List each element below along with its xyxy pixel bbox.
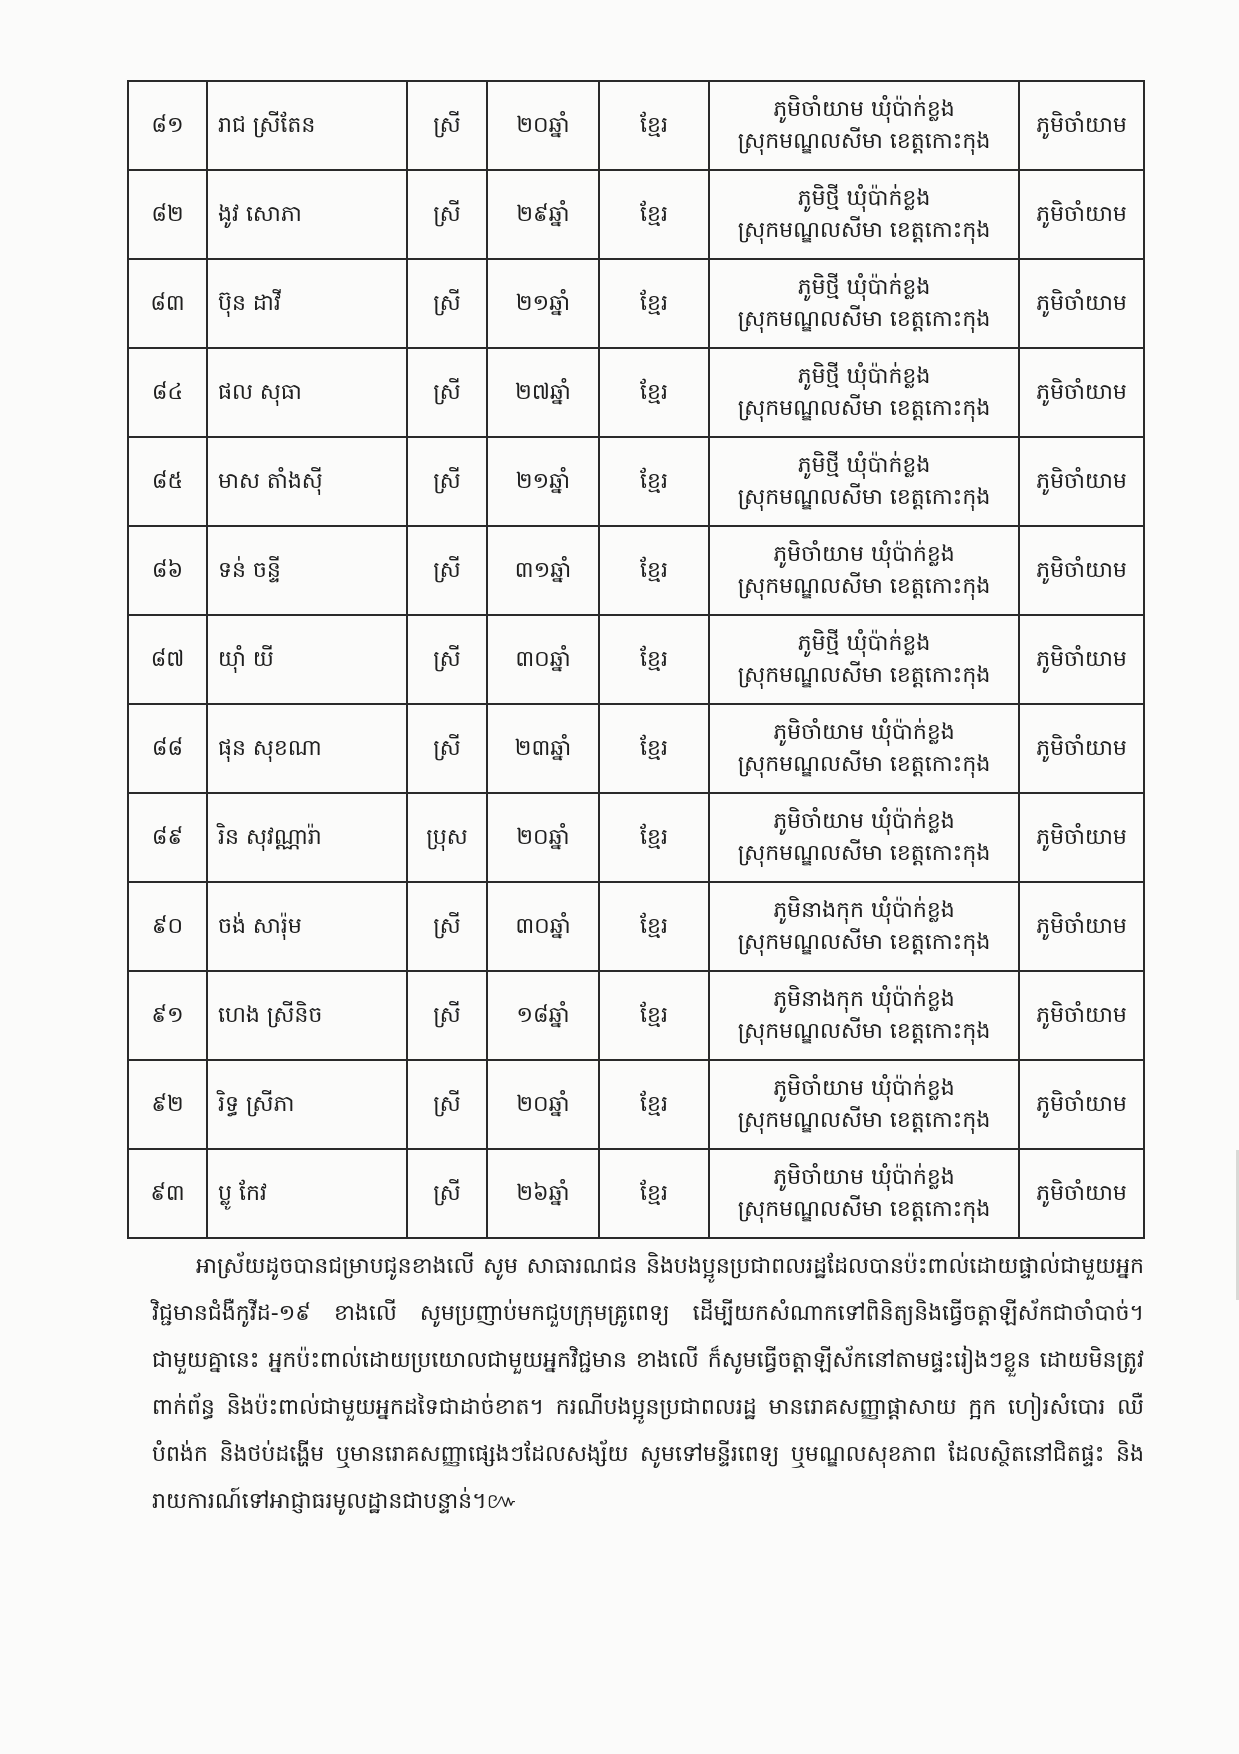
- person-sex-cell: ប្រុស: [407, 793, 487, 882]
- address-line: ស្រុកមណ្ឌលសីមា ខេត្តកោះកុង: [737, 1196, 991, 1222]
- row-number-cell: ៩១: [128, 971, 207, 1060]
- person-age-cell: ២៧ឆ្នាំ: [487, 348, 599, 437]
- village-cell: ភូមិចាំយាម: [1019, 1060, 1144, 1149]
- address-line: ភូមិនាងកុក ឃុំប៉ាក់ខ្លង: [773, 897, 955, 923]
- table-row: [128, 1060, 1144, 1149]
- person-ethnicity-cell: ខ្មែរ: [599, 704, 709, 793]
- roster-body: [128, 81, 1144, 1238]
- address-cell: [709, 259, 1019, 348]
- address-line: ស្រុកមណ្ឌលសីមា ខេត្តកោះកុង: [737, 1107, 991, 1133]
- row-number-cell: ៨១: [128, 81, 207, 170]
- address-line: ស្រុកមណ្ឌលសីមា ខេត្តកោះកុង: [737, 840, 991, 866]
- person-age-cell: ២១ឆ្នាំ: [487, 259, 599, 348]
- address-line: ភូមិនាងកុក ឃុំប៉ាក់ខ្លង: [773, 986, 955, 1012]
- address-line: ភូមិចាំយាម ឃុំប៉ាក់ខ្លង: [773, 719, 955, 745]
- address-cell: [709, 793, 1019, 882]
- village-cell: ភូមិចាំយាម: [1019, 259, 1144, 348]
- person-age-cell: ២០ឆ្នាំ: [487, 793, 599, 882]
- row-number-cell: ៨៥: [128, 437, 207, 526]
- address-line: ស្រុកមណ្ឌលសីមា ខេត្តកោះកុង: [737, 1018, 991, 1044]
- address-line: ស្រុកមណ្ឌលសីមា ខេត្តកោះកុង: [737, 217, 991, 243]
- person-ethnicity-cell: ខ្មែរ: [599, 170, 709, 259]
- table-row: [128, 971, 1144, 1060]
- row-number-cell: ៨៧: [128, 615, 207, 704]
- person-name-cell: ផុន សុខណា: [207, 704, 407, 793]
- person-age-cell: ៣០ឆ្នាំ: [487, 882, 599, 971]
- table-row: [128, 882, 1144, 971]
- person-sex-cell: ស្រី: [407, 170, 487, 259]
- address-cell: [709, 348, 1019, 437]
- person-age-cell: ២០ឆ្នាំ: [487, 81, 599, 170]
- table-row: [128, 437, 1144, 526]
- person-ethnicity-cell: ខ្មែរ: [599, 348, 709, 437]
- person-age-cell: ៣០ឆ្នាំ: [487, 615, 599, 704]
- address-line: ភូមិថ្មី ឃុំប៉ាក់ខ្លង: [797, 185, 931, 211]
- table-row: [128, 259, 1144, 348]
- person-name-cell: ងូវ សោភា: [207, 170, 407, 259]
- row-number-cell: ៨៣: [128, 259, 207, 348]
- address-cell: [709, 170, 1019, 259]
- table-row: [128, 1149, 1144, 1238]
- contact-roster-table: [127, 80, 1145, 1239]
- person-name-cell: ផល សុធា: [207, 348, 407, 437]
- address-cell: [709, 81, 1019, 170]
- row-number-cell: ៨៨: [128, 704, 207, 793]
- person-name-cell: រិទ្ធ ស្រីភា: [207, 1060, 407, 1149]
- person-name-cell: ប៊ុន ដាវី: [207, 259, 407, 348]
- address-line: ភូមិចាំយាម ឃុំប៉ាក់ខ្លង: [773, 808, 955, 834]
- village-cell: ភូមិចាំយាម: [1019, 348, 1144, 437]
- table-row: [128, 81, 1144, 170]
- village-cell: ភូមិចាំយាម: [1019, 971, 1144, 1060]
- address-line: ស្រុកមណ្ឌលសីមា ខេត្តកោះកុង: [737, 662, 991, 688]
- village-cell: ភូមិចាំយាម: [1019, 704, 1144, 793]
- address-cell: [709, 526, 1019, 615]
- person-ethnicity-cell: ខ្មែរ: [599, 81, 709, 170]
- address-line: ស្រុកមណ្ឌលសីមា ខេត្តកោះកុង: [737, 306, 991, 332]
- address-cell: [709, 971, 1019, 1060]
- address-line: ស្រុកមណ្ឌលសីមា ខេត្តកោះកុង: [737, 395, 991, 421]
- person-age-cell: ១៨ឆ្នាំ: [487, 971, 599, 1060]
- person-sex-cell: ស្រី: [407, 971, 487, 1060]
- person-sex-cell: ស្រី: [407, 704, 487, 793]
- person-sex-cell: ស្រី: [407, 348, 487, 437]
- village-cell: ភូមិចាំយាម: [1019, 793, 1144, 882]
- village-cell: ភូមិចាំយាម: [1019, 170, 1144, 259]
- person-name-cell: ប្លូ កែវ: [207, 1149, 407, 1238]
- person-ethnicity-cell: ខ្មែរ: [599, 437, 709, 526]
- person-sex-cell: ស្រី: [407, 1060, 487, 1149]
- row-number-cell: ៩០: [128, 882, 207, 971]
- person-age-cell: ៣១ឆ្នាំ: [487, 526, 599, 615]
- person-age-cell: ២០ឆ្នាំ: [487, 1060, 599, 1149]
- row-number-cell: ៩៣: [128, 1149, 207, 1238]
- table-row: [128, 348, 1144, 437]
- row-number-cell: ៨៤: [128, 348, 207, 437]
- village-cell: ភូមិចាំយាម: [1019, 437, 1144, 526]
- person-ethnicity-cell: ខ្មែរ: [599, 1149, 709, 1238]
- address-line: ភូមិចាំយាម ឃុំប៉ាក់ខ្លង: [773, 1164, 955, 1190]
- address-line: ស្រុកមណ្ឌលសីមា ខេត្តកោះកុង: [737, 484, 991, 510]
- address-cell: [709, 704, 1019, 793]
- person-name-cell: រិន សុវណ្ណារ៉ា: [207, 793, 407, 882]
- person-ethnicity-cell: ខ្មែរ: [599, 971, 709, 1060]
- person-sex-cell: ស្រី: [407, 882, 487, 971]
- person-sex-cell: ស្រី: [407, 526, 487, 615]
- address-line: ភូមិចាំយាម ឃុំប៉ាក់ខ្លង: [773, 96, 955, 122]
- address-cell: [709, 1149, 1019, 1238]
- person-sex-cell: ស្រី: [407, 81, 487, 170]
- address-line: ស្រុកមណ្ឌលសីមា ខេត្តកោះកុង: [737, 573, 991, 599]
- address-line: ស្រុកមណ្ឌលសីមា ខេត្តកោះកុង: [737, 751, 991, 777]
- table-row: [128, 793, 1144, 882]
- person-age-cell: ២៣ឆ្នាំ: [487, 704, 599, 793]
- row-number-cell: ៨៦: [128, 526, 207, 615]
- person-sex-cell: ស្រី: [407, 259, 487, 348]
- person-ethnicity-cell: ខ្មែរ: [599, 793, 709, 882]
- address-line: ភូមិចាំយាម ឃុំប៉ាក់ខ្លង: [773, 1075, 955, 1101]
- address-cell: [709, 615, 1019, 704]
- person-sex-cell: ស្រី: [407, 437, 487, 526]
- notice-text: អាស្រ័យដូចបានជម្រាបជូនខាងលើ សូម សាធារណជន និងបងប្អូនប្រជាពលរដ្ឋដែលបានប៉ះពាល់ដោយផ្ទាល់ជាមួយអ្នកវិជ្ជមានជំងឺកូវីដ-១៩ ខាងលើ សូមប្រញាប់មកជួបក្រុមគ្រូពេទ្យ ដើម្បីយកសំណាកទៅពិនិត្យនិងធ្វើចត្តាឡីស័កជាចាំបាច់។ ជាមួយគ្នានេះ អ្នកប៉ះពាល់ដោយប្រយោលជាមួយអ្នកវិជ្ជមាន ខាងលើ ក៏សូមធ្វើចត្តាឡីស័កនៅតាមផ្ទះរៀងៗខ្លួន ដោយមិនត្រូវពាក់ព័ន្ធ និងប៉ះពាល់ជាមួយអ្នកដទៃជាដាច់ខាត។ ករណីបងប្អូនប្រជាពលរដ្ឋ មានរោគសញ្ញាផ្តាសាយ ក្អក ហៀរសំបោរ ឈឺបំពង់ក និងថប់ដង្ហើម ឬមានរោគសញ្ញាផ្សេងៗដែលសង្ស័យ សូមទៅមន្ទីរពេទ្យ ឬមណ្ឌលសុខភាព ដែលស្ថិតនៅជិតផ្ទះ និងរាយការណ៍ទៅអាជ្ញាធរមូលដ្ឋានជាបន្ទាន់។៚: [152, 1254, 1144, 1514]
- table-row: [128, 704, 1144, 793]
- person-sex-cell: ស្រី: [407, 1149, 487, 1238]
- table-row: [128, 526, 1144, 615]
- row-number-cell: ៨២: [128, 170, 207, 259]
- address-line: ស្រុកមណ្ឌលសីមា ខេត្តកោះកុង: [737, 929, 991, 955]
- person-ethnicity-cell: ខ្មែរ: [599, 259, 709, 348]
- row-number-cell: ៨៩: [128, 793, 207, 882]
- person-ethnicity-cell: ខ្មែរ: [599, 526, 709, 615]
- row-number-cell: ៩២: [128, 1060, 207, 1149]
- address-line: ស្រុកមណ្ឌលសីមា ខេត្តកោះកុង: [737, 128, 991, 154]
- village-cell: ភូមិចាំយាម: [1019, 615, 1144, 704]
- address-cell: [709, 1060, 1019, 1149]
- person-name-cell: ហេង ស្រីនិច: [207, 971, 407, 1060]
- person-name-cell: មាស តាំងស៊ី: [207, 437, 407, 526]
- address-cell: [709, 882, 1019, 971]
- address-line: ភូមិចាំយាម ឃុំប៉ាក់ខ្លង: [773, 541, 955, 567]
- village-cell: ភូមិចាំយាម: [1019, 526, 1144, 615]
- address-line: ភូមិថ្មី ឃុំប៉ាក់ខ្លង: [797, 630, 931, 656]
- person-ethnicity-cell: ខ្មែរ: [599, 882, 709, 971]
- person-sex-cell: ស្រី: [407, 615, 487, 704]
- person-age-cell: ២៦ឆ្នាំ: [487, 1149, 599, 1238]
- address-line: ភូមិថ្មី ឃុំប៉ាក់ខ្លង: [797, 452, 931, 478]
- table-row: [128, 615, 1144, 704]
- address-line: ភូមិថ្មី ឃុំប៉ាក់ខ្លង: [797, 363, 931, 389]
- person-ethnicity-cell: ខ្មែរ: [599, 1060, 709, 1149]
- table-row: [128, 170, 1144, 259]
- person-name-cell: រាជ ស្រីតែន: [207, 81, 407, 170]
- person-name-cell: ចង់ សារ៉ុម: [207, 882, 407, 971]
- person-name-cell: ទន់ ចន្ទី: [207, 526, 407, 615]
- person-name-cell: យ៉ាំ យី: [207, 615, 407, 704]
- person-age-cell: ២៩ឆ្នាំ: [487, 170, 599, 259]
- village-cell: ភូមិចាំយាម: [1019, 1149, 1144, 1238]
- person-ethnicity-cell: ខ្មែរ: [599, 615, 709, 704]
- address-line: ភូមិថ្មី ឃុំប៉ាក់ខ្លង: [797, 274, 931, 300]
- village-cell: ភូមិចាំយាម: [1019, 81, 1144, 170]
- village-cell: ភូមិចាំយាម: [1019, 882, 1144, 971]
- notice-paragraph: [152, 1243, 1144, 1525]
- person-age-cell: ២១ឆ្នាំ: [487, 437, 599, 526]
- address-cell: [709, 437, 1019, 526]
